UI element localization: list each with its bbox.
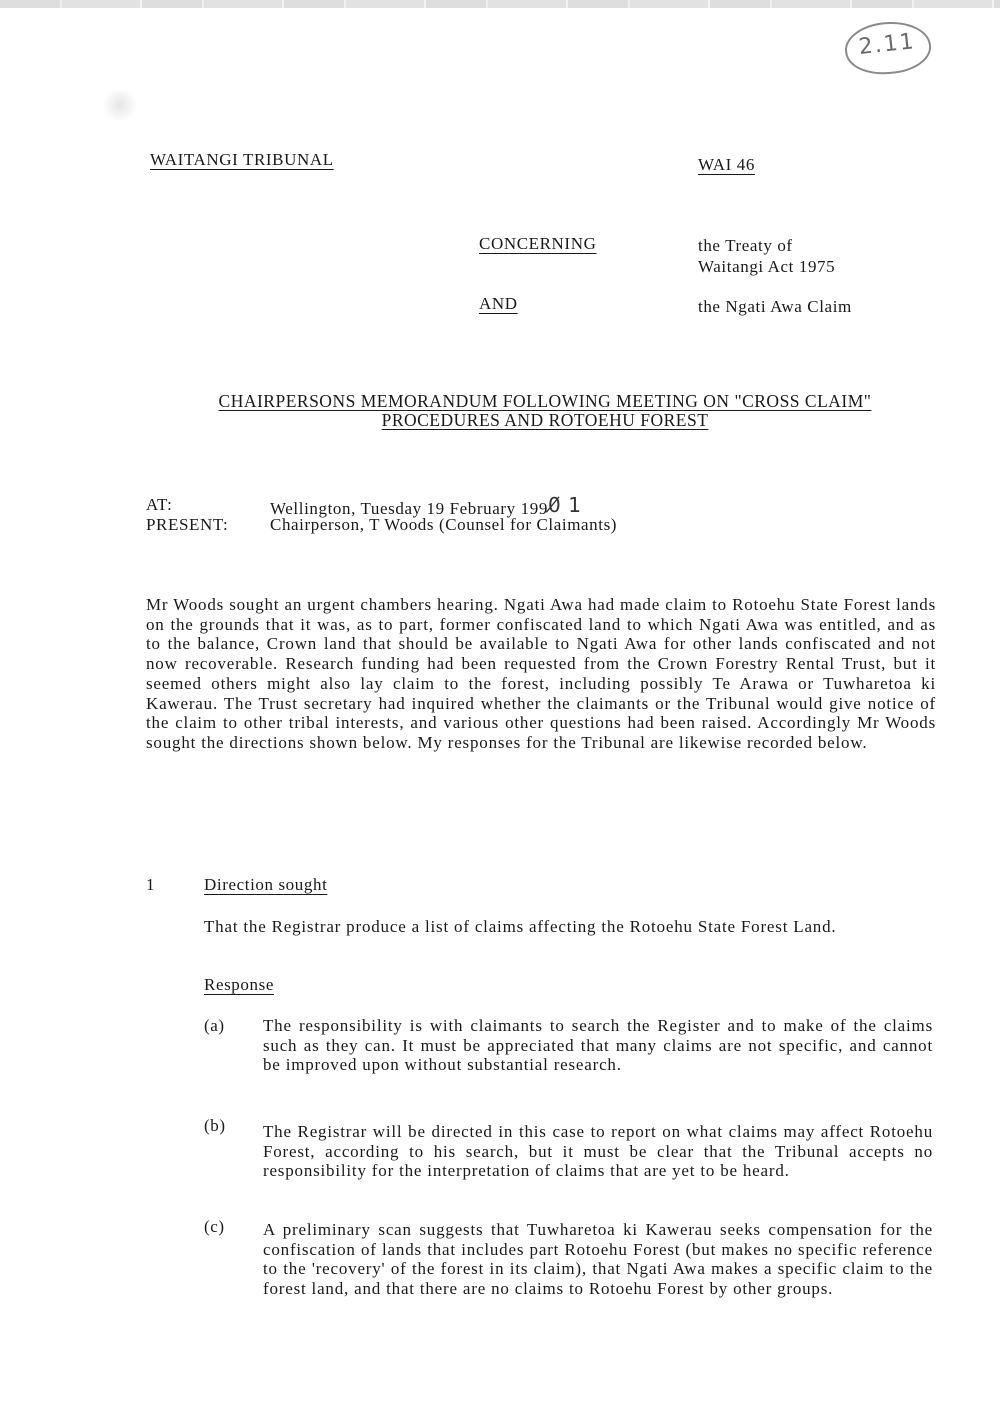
at-value-text: Wellington, Tuesday 19 February 199 <box>270 499 548 518</box>
direction-text: That the Registrar produce a list of claims affecting the Rotoehu State Forest Land. <box>204 917 837 936</box>
response-c-label: (c) <box>204 1217 225 1236</box>
scan-top-edge <box>0 0 1000 8</box>
response-heading: Response <box>204 975 274 994</box>
section-number: 1 <box>146 875 156 894</box>
response-a-label: (a) <box>204 1016 225 1035</box>
concerning-value-line2: Waitangi Act 1975 <box>698 257 836 276</box>
at-label: AT: <box>146 495 173 514</box>
concerning-value-line1: the Treaty of <box>698 236 793 255</box>
tribunal-name: WAITANGI TRIBUNAL <box>150 150 334 169</box>
present-label: PRESENT: <box>146 515 229 534</box>
and-label: AND <box>479 294 518 313</box>
title-line-1: CHAIRPERSONS MEMORANDUM FOLLOWING MEETING ON "CROSS CLAIM" <box>218 391 872 411</box>
handwritten-document-number-stamp <box>843 18 934 79</box>
response-b-text: The Registrar will be directed in this case to report on what claims may affect Rotoehu Forest, according to his search, but it must be clear that the Tribunal accepts no responsibility for the interpretation of claims that are yet to be heard. <box>263 1122 933 1181</box>
title-line-2: PROCEDURES AND ROTOEHU FOREST <box>381 410 709 430</box>
stamp-text: 2.11 <box>857 29 917 60</box>
section-heading: Direction sought <box>204 875 328 894</box>
intro-paragraph: Mr Woods sought an urgent chambers hearing. Ngati Awa had made claim to Rotoehu State Forest lands on the grounds that it was, as to part, former confiscated land to which Ngati Awa was entitled, and as to the balance, Crown land that should be available to Ngati Awa for other lands confiscated and not now recoverable. Research funding had been requested from the Crown Forestry Rental Trust, but it seemed others might also lay claim to the forest, including possibly Te Arawa or Tuwharetoa ki Kawerau. The Trust secretary had inquired whether the claimants or the Tribunal would give notice of the claim to other tribal interests, and various other questions had been raised. Accordingly Mr Woods sought the directions shown below. My responses for the Tribunal are likewise recorded below. <box>146 595 936 752</box>
present-value: Chairperson, T Woods (Counsel for Claimants) <box>270 515 618 534</box>
scan-smudge <box>100 90 140 120</box>
response-a-text: The responsibility is with claimants to search the Register and to make of the claims such as they can. It must be appreciated that many claims are not specific, and cannot be improved upon without substantial research. <box>263 1016 933 1075</box>
memorandum-title <box>160 392 930 430</box>
handwritten-year-correction: 0̸ 1 <box>547 493 582 517</box>
concerning-label: CONCERNING <box>479 234 597 253</box>
and-value: the Ngati Awa Claim <box>698 297 852 316</box>
response-b-label: (b) <box>204 1116 226 1135</box>
wai-number: WAI 46 <box>698 155 755 174</box>
response-c-text: A preliminary scan suggests that Tuwharetoa ki Kawerau seeks compensation for the confiscation of lands that includes part Rotoehu Forest (but makes no specific reference to the 'recovery' of the forest in its claim), that Ngati Awa makes a specific claim to the forest land, and that there are no claims to Rotoehu Forest by other groups. <box>263 1220 933 1299</box>
